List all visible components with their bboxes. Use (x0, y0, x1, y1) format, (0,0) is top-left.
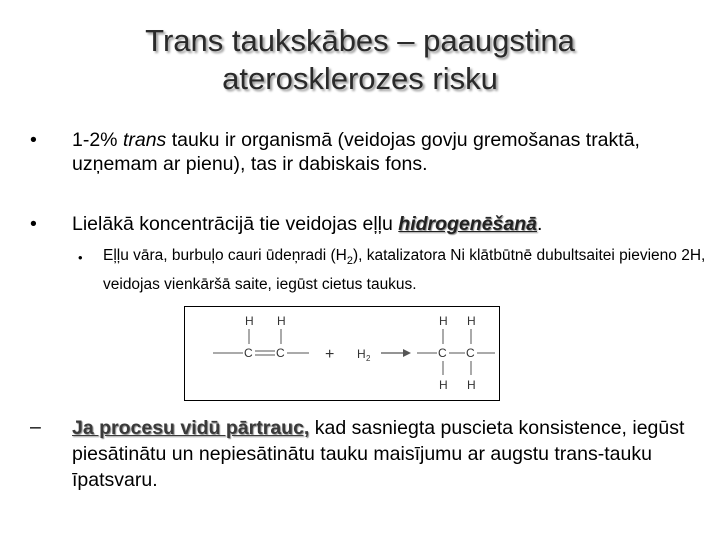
bullet-text-2-post: . (536, 213, 543, 235)
hydrogenation-diagram (184, 306, 500, 401)
bullet-list (30, 128, 710, 235)
dash-item-emphasis: Ja procesu vidū pārtrauc, (72, 417, 310, 439)
atom-h-left-2: H (277, 314, 286, 328)
atom-c-right-1: C (438, 346, 447, 360)
title-line-2: aterosklerozes risku (222, 61, 498, 96)
atom-h-right-4: H (467, 378, 476, 392)
atom-c-left-1: C (244, 346, 253, 360)
dash-item-body: kad sasniegta puscieta konsistence, iegūst piesātinātu un nepiesātinātu tauku maisījumu ar augstu trans-tauku īpatsvaru. (72, 417, 685, 491)
sub-bullet-pre: Eļļu vāra, burbuļo cauri ūdeņradi (H (103, 247, 347, 264)
bullet-text-2 (72, 212, 702, 236)
atom-h-left-1: H (245, 314, 254, 328)
bullet-marker: • (30, 213, 37, 235)
sub-bullet-text (103, 244, 708, 296)
bullet-item-2 (30, 212, 710, 238)
title-line-1: Trans taukskābes – paaugstina (145, 23, 575, 58)
atom-c-left-2: C (276, 346, 285, 360)
reagent-subscript: 2 (366, 354, 371, 363)
reagent-h: H (357, 347, 366, 361)
plus-sign: + (325, 346, 335, 363)
reaction-svg (185, 307, 499, 400)
reaction-arrow-head (403, 349, 411, 357)
bullet-text-1-italic: trans (122, 129, 167, 151)
sub-bullet-marker: • (78, 250, 83, 265)
sub-bullet-subscript: 2 (346, 255, 353, 268)
atom-h-right-3: H (439, 378, 448, 392)
bullet-item-1 (30, 128, 710, 224)
bullet-text-1 (72, 128, 702, 176)
bullet-text-1-post: tauku ir organismā (veidojas govju gremošanas traktā, uzņemam ar pienu), tas ir dabiskais fons. (72, 129, 640, 175)
bullet-text-2-pre: Lielākā koncentrācijā tie veidojas eļļu (72, 213, 399, 235)
bullet-text-1-pre: 1-2% (72, 129, 123, 151)
atom-h-right-1: H (439, 314, 448, 328)
atom-h-right-2: H (467, 314, 476, 328)
sub-bullet-post: ), katalizatora Ni klātbūtnē dubultsaitei pievieno 2H, veidojas vienkāršā saite, iegūst cietus taukus. (103, 247, 706, 294)
slide-title (0, 22, 720, 98)
bullet-marker: • (30, 129, 37, 151)
dash-marker: – (30, 416, 41, 438)
dash-item-text (72, 415, 702, 493)
bullet-text-2-emphasis: hidrogenēšanā (398, 213, 537, 235)
atom-c-right-2: C (466, 346, 475, 360)
